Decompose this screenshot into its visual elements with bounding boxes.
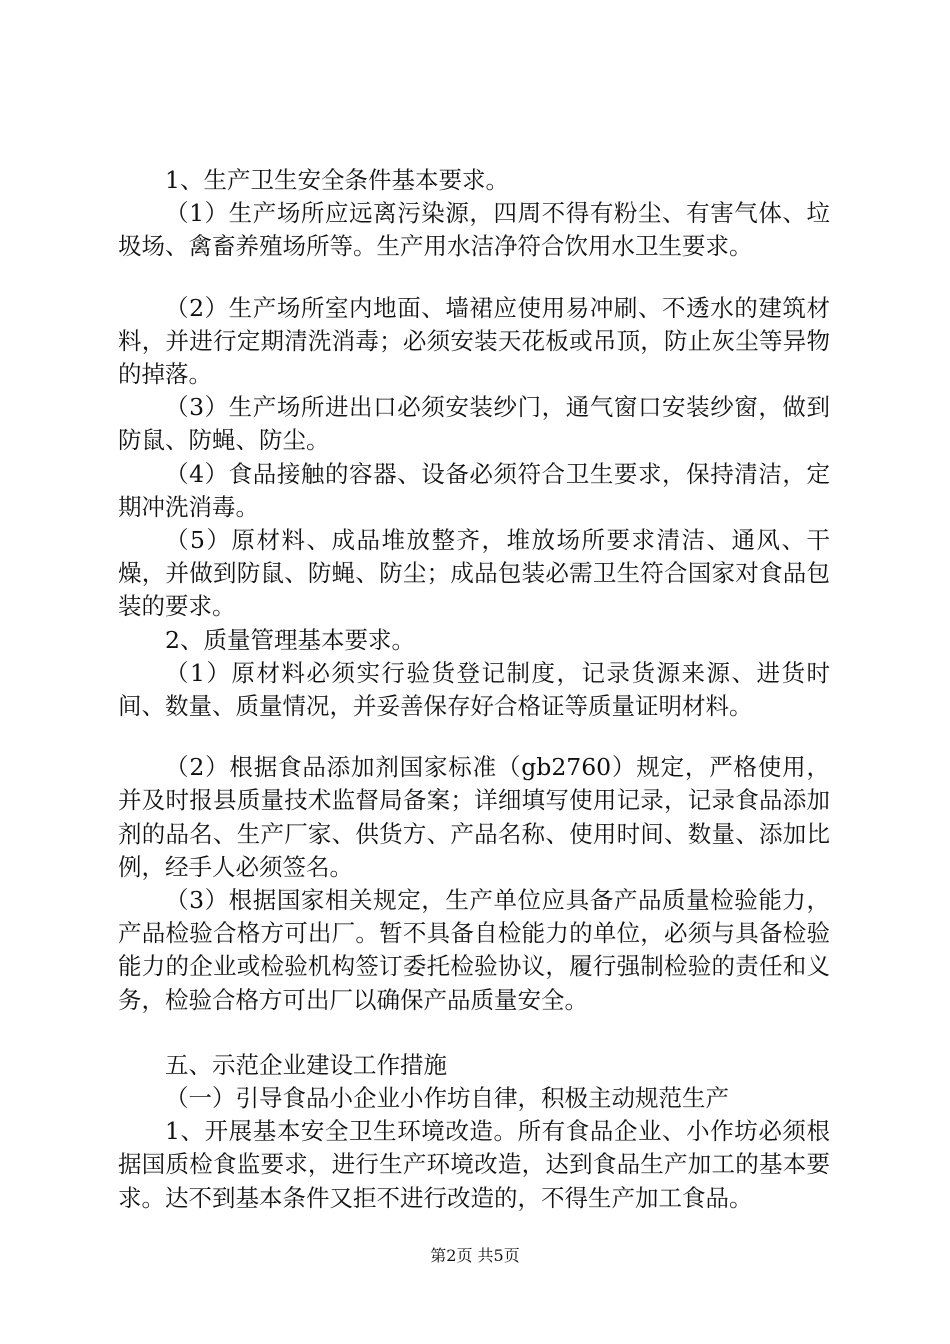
paragraph-section-2-heading: 2、质量管理基本要求。 bbox=[165, 625, 415, 654]
paragraph-section-1-heading: 1、生产卫生安全条件基本要求。 bbox=[165, 166, 509, 194]
paragraph-item-1-1: （1）生产场所应远离污染源，四周不得有粉尘、有害气体、垃圾场、禽畜养殖场所等。生产用水洁净符合饮用水卫生要求。 bbox=[118, 199, 830, 261]
paragraph-item-1-2: （2）生产场所室内地面、墙裙应使用易冲刷、不透水的建筑材料，并进行定期清洗消毒；必须安装天花板或吊顶，防止灰尘等异物的掉落。 bbox=[118, 293, 830, 389]
paragraph-subsection-5-1-heading: （一）引导食品小企业小作坊自律，积极主动规范生产 bbox=[165, 1084, 729, 1113]
paragraph-item-2-2: （2）根据食品添加剂国家标准（gb2760）规定，严格使用，并及时报县质量技术监督局备案；详细填写使用记录，记录食品添加剂的品名、生产厂家、供货方、产品名称、使用时间、数量、添加比例，经手人必须签名。 bbox=[118, 753, 830, 881]
paragraph-item-5-1-1: 1、开展基本安全卫生环境改造。所有食品企业、小作坊必须根据国质检食监要求，进行生产环境改造，达到食品生产加工的基本要求。达不到基本条件又拒不进行改造的，不得生产加工食品。 bbox=[118, 1117, 830, 1212]
paragraph-item-2-1: （1）原材料必须实行验货登记制度，记录货源来源、进货时间、数量、质量情况，并妥善保存好合格证等质量证明材料。 bbox=[118, 658, 830, 721]
paragraph-item-2-3: （3）根据国家相关规定，生产单位应具备产品质量检验能力，产品检验合格方可出厂。暂不具备自检能力的单位，必须与具备检验能力的企业或检验机构签订委托检验协议，履行强制检验的责任和义务，检验合格方可出厂以确保产品质量安全。 bbox=[118, 886, 830, 1014]
paragraph-item-1-3: （3）生产场所进出口必须安装纱门，通气窗口安装纱窗，做到防鼠、防蝇、防尘。 bbox=[118, 393, 830, 455]
page-number-footer: 第2页 共5页 bbox=[430, 1246, 520, 1265]
paragraph-item-1-5: （5）原材料、成品堆放整齐，堆放场所要求清洁、通风、干燥，并做到防鼠、防蝇、防尘；成品包装必需卫生符合国家对食品包装的要求。 bbox=[118, 526, 830, 621]
paragraph-item-1-4: （4）食品接触的容器、设备必须符合卫生要求，保持清洁，定期冲洗消毒。 bbox=[118, 459, 830, 521]
paragraph-section-5-heading: 五、示范企业建设工作措施 bbox=[165, 1050, 447, 1079]
document-body bbox=[118, 164, 830, 1215]
